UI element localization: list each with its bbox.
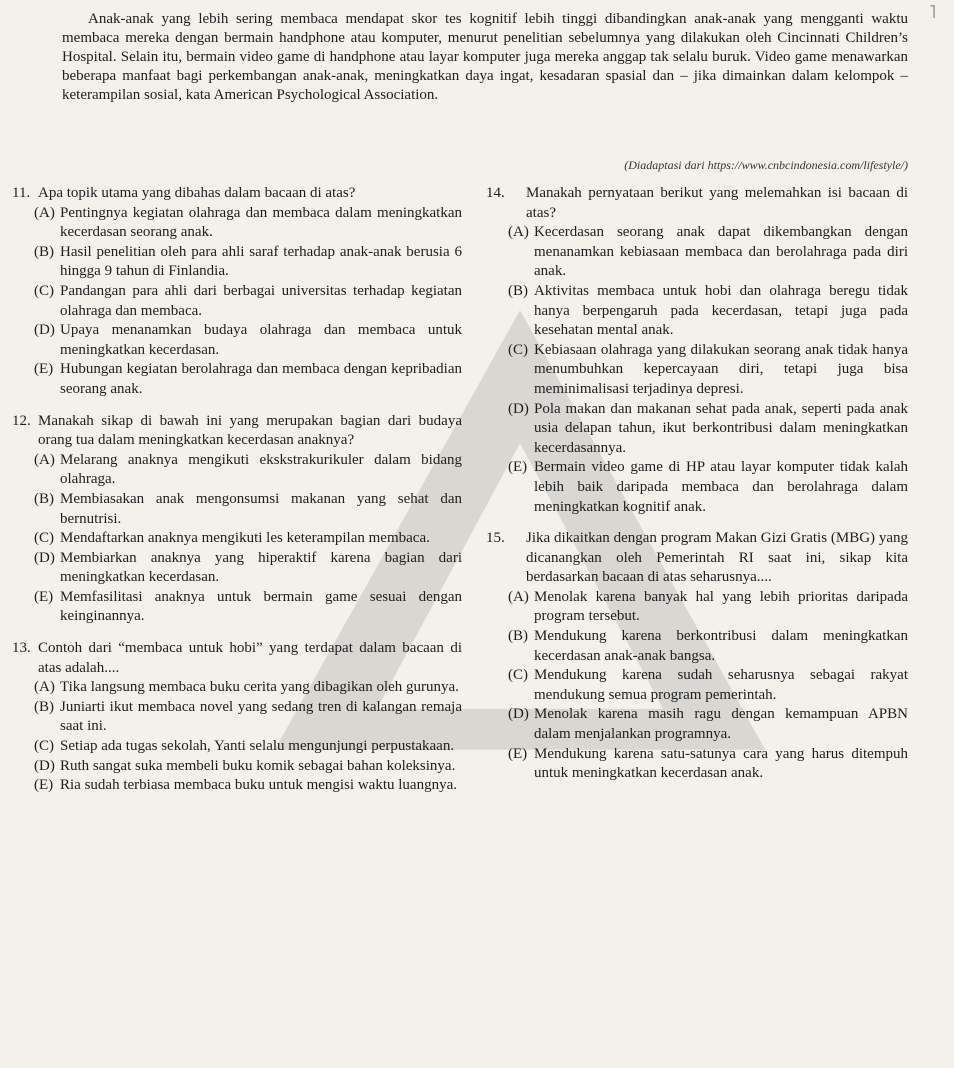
option-letter: (C) — [34, 738, 54, 755]
option-a[interactable] — [508, 223, 908, 282]
question-stem: Contoh dari “membaca untuk hobi” yang terdapat dalam bacaan di atas adalah.... — [38, 640, 462, 676]
option-letter: (A) — [508, 224, 529, 241]
option-letter: (B) — [34, 490, 54, 507]
option-text: Mendukung karena satu-satunya cara yang harus ditempuh untuk meningkatkan kecerdasan anak. — [534, 745, 908, 782]
option-text: Menolak karena masih ragu dengan kemampuan APBN dalam menjalankan programnya. — [534, 706, 908, 743]
right-column — [486, 184, 908, 796]
question-15 — [486, 529, 908, 784]
option-d[interactable] — [34, 757, 462, 777]
option-letter: (D) — [34, 757, 55, 774]
option-text: Upaya menanamkan budaya olahraga dan membaca untuk meningkatkan kecerdasan. — [60, 322, 462, 358]
option-letter: (C) — [34, 530, 54, 547]
option-letter: (D) — [508, 706, 529, 723]
option-text: Aktivitas membaca untuk hobi dan olahraga beregu tidak hanya berpengaruh pada kecerdasan, tetapi juga pada kesehatan mental anak. — [534, 282, 908, 339]
option-c[interactable] — [508, 666, 908, 705]
question-number: 13. — [12, 640, 31, 657]
option-a[interactable] — [34, 451, 462, 490]
option-letter: (C) — [508, 667, 528, 684]
option-text: Membiarkan anaknya yang hiperaktif karena bagian dari meningkatkan kecerdasan. — [60, 549, 462, 586]
option-e[interactable] — [508, 745, 908, 784]
question-stem: Manakah pernyataan berikut yang melemahkan isi bacaan di atas? — [526, 185, 908, 221]
question-12 — [12, 412, 462, 628]
option-text: Pentingnya kegiatan olahraga dan membaca dalam meningkatkan kecerdasan seorang anak. — [60, 204, 462, 241]
option-text: Ruth sangat suka membeli buku komik sebagai bahan koleksinya. — [60, 757, 456, 774]
option-text: Kecerdasan seorang anak dapat dikembangkan dengan menanamkan kebiasaan membaca dan berolahraga pada diri anak. — [534, 224, 908, 280]
question-stem: Manakah sikap di bawah ini yang merupakan bagian dari budaya orang tua dalam meningkatkan kecerdasan anaknya? — [38, 412, 462, 449]
question-number: 15. — [486, 530, 505, 547]
option-text: Pola makan dan makanan sehat pada anak, seperti pada anak usia delapan tahun, ikut berkontribusi dalam meningkatkan kecerdasannya. — [534, 400, 908, 456]
option-letter: (B) — [508, 628, 528, 645]
option-letter: (C) — [508, 341, 528, 358]
option-letter: (D) — [508, 400, 529, 417]
option-text: Pandangan para ahli dari berbagai universitas terhadap kegiatan olahraga dan membaca. — [60, 282, 462, 319]
option-text: Hubungan kegiatan berolahraga dan membaca dengan kepribadian seorang anak. — [60, 361, 462, 397]
option-c[interactable] — [34, 529, 462, 549]
source-citation: (Diadaptasi dari https://www.cnbcindonesia.com/lifestyle/) — [624, 158, 908, 172]
option-b[interactable] — [34, 243, 462, 282]
option-b[interactable] — [508, 282, 908, 341]
question-11 — [12, 184, 462, 400]
reading-passage: Anak-anak yang lebih sering membaca mendapat skor tes kognitif lebih tinggi dibandingkan anak-anak yang mengganti waktu membaca mereka dengan bermain handphone atau komputer, menurut penelitian sebelumnya yang dilakukan oleh Cincinnati Children’s Hospital. Selain itu, bermain video game di handphone atau layar komputer juga mereka anggap tak selalu buruk. Video game menawarkan beberapa manfaat bagi perkembangan anak-anak, meningkatkan daya ingat, kesadaran spasial dan – jika dimainkan dalam kelompok – keterampilan sosial, kata American Psychological Association. — [62, 11, 908, 103]
option-a[interactable] — [34, 204, 462, 243]
option-letter: (D) — [34, 549, 55, 566]
question-14 — [486, 184, 908, 517]
option-text: Mendaftarkan anaknya mengikuti les keterampilan membaca. — [60, 530, 430, 547]
option-a[interactable] — [508, 588, 908, 627]
option-text: Juniarti ikut membaca novel yang sedang tren di kalangan remaja saat ini. — [60, 698, 462, 735]
option-text: Menolak karena banyak hal yang lebih prioritas daripada program tersebut. — [534, 588, 908, 625]
option-text: Memfasilitasi anaknya untuk bermain game sesuai dengan keinginannya. — [60, 588, 462, 625]
option-c[interactable] — [508, 341, 908, 400]
question-number: 12. — [12, 412, 31, 429]
option-c[interactable] — [34, 737, 462, 757]
option-text: Ria sudah terbiasa membaca buku untuk mengisi waktu luangnya. — [60, 777, 457, 794]
option-letter: (B) — [508, 282, 528, 299]
option-letter: (D) — [34, 322, 55, 339]
option-letter: (B) — [34, 698, 54, 715]
option-letter: (E) — [508, 745, 528, 762]
option-e[interactable] — [508, 458, 908, 517]
option-text: Kebiasaan olahraga yang dilakukan seorang anak tidak hanya menumbuhkan kepercayaan diri, tetapi juga bisa meminimalisasi terjadinya depresi. — [534, 341, 908, 397]
question-number: 14. — [486, 185, 505, 201]
option-letter: (E) — [34, 777, 54, 794]
option-text: Mendukung karena berkontribusi dalam meningkatkan kecerdasan anak-anak bangsa. — [534, 628, 908, 664]
left-column — [12, 184, 462, 808]
option-text: Setiap ada tugas sekolah, Yanti selalu mengunjungi perpustakaan. — [60, 738, 455, 755]
option-b[interactable] — [508, 627, 908, 666]
option-e[interactable] — [34, 776, 462, 796]
option-letter: (A) — [34, 679, 55, 696]
corner-mark: ˥ — [929, 2, 936, 22]
option-a[interactable] — [34, 678, 462, 698]
option-letter: (E) — [508, 459, 528, 476]
option-letter: (E) — [34, 588, 54, 605]
question-13 — [12, 639, 462, 796]
option-e[interactable] — [34, 588, 462, 627]
option-e[interactable] — [34, 360, 462, 399]
option-letter: (B) — [34, 243, 54, 260]
option-letter: (C) — [34, 282, 54, 299]
option-d[interactable] — [34, 549, 462, 588]
option-d[interactable] — [508, 400, 908, 459]
option-text: Membiasakan anak mengonsumsi makanan yang sehat dan bernutrisi. — [60, 490, 462, 527]
option-text: Tika langsung membaca buku cerita yang dibagikan oleh gurunya. — [60, 679, 459, 696]
option-text: Mendukung karena sudah seharusnya sebagai rakyat mendukung semua program pemerintah. — [534, 667, 908, 703]
option-text: Melarang anaknya mengikuti ekskstrakurikuler dalam bidang olahraga. — [60, 451, 462, 488]
option-b[interactable] — [34, 490, 462, 529]
question-number: 11. — [12, 185, 31, 201]
question-stem: Jika dikaitkan dengan program Makan Gizi Gratis (MBG) yang dicanangkan oleh Pemerintah RI saat ini, sikap kita berdasarkan bacaan di atas seharusnya.... — [526, 530, 908, 586]
option-d[interactable] — [508, 705, 908, 744]
option-text: Bermain video game di HP atau layar komputer tidak kalah lebih baik daripada membaca dan berolahraga dalam meningkatkan kognitif anak. — [534, 459, 908, 515]
option-c[interactable] — [34, 282, 462, 321]
question-stem: Apa topik utama yang dibahas dalam bacaan di atas? — [38, 185, 356, 201]
option-letter: (A) — [34, 451, 55, 468]
option-text: Hasil penelitian oleh para ahli saraf terhadap anak-anak berusia 6 hingga 9 tahun di Finlandia. — [60, 243, 462, 280]
option-letter: (E) — [34, 361, 54, 378]
option-letter: (A) — [34, 204, 55, 221]
option-letter: (A) — [508, 588, 529, 605]
option-b[interactable] — [34, 698, 462, 737]
option-d[interactable] — [34, 321, 462, 360]
